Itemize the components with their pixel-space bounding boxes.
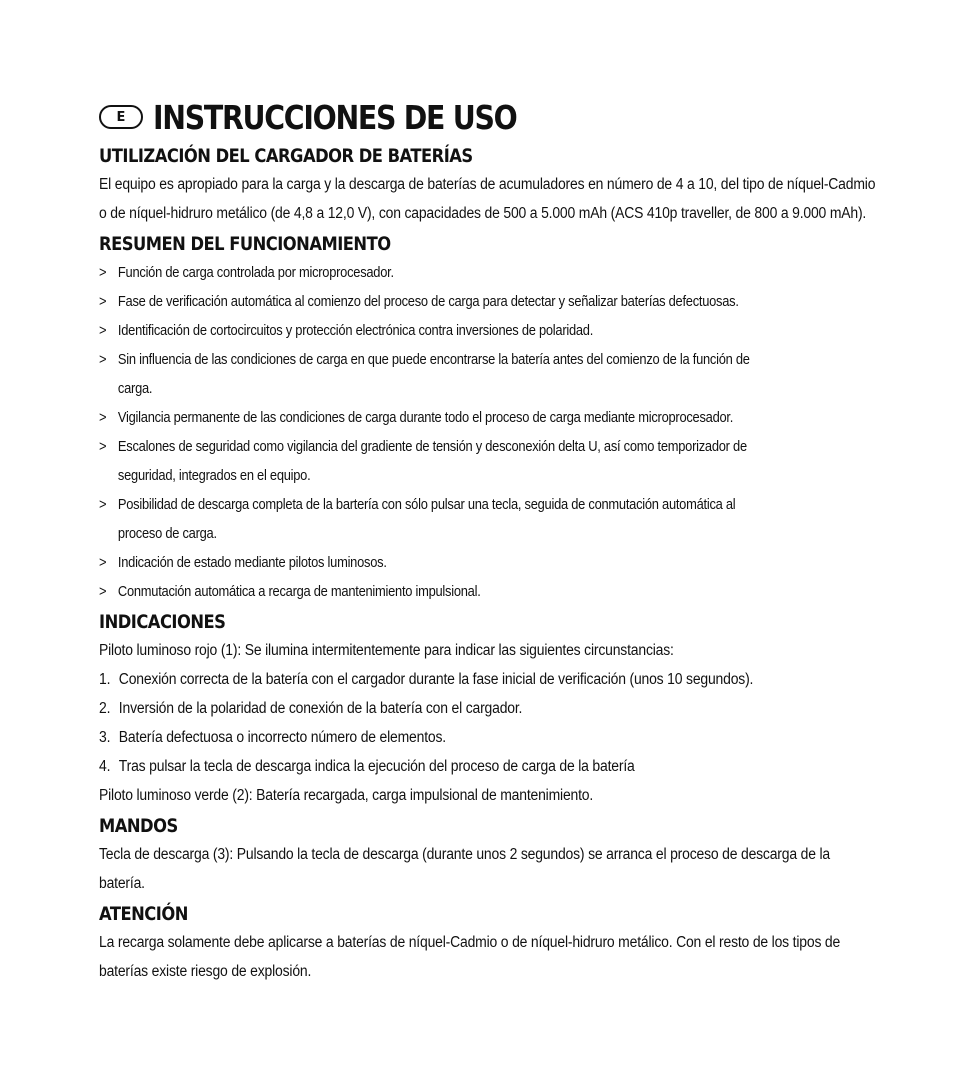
- section-indicaciones: [99, 608, 889, 810]
- list-item: [99, 316, 847, 345]
- numbered-item: [99, 694, 887, 723]
- numbered-item: [99, 723, 887, 752]
- bullet-marker: >: [99, 583, 107, 600]
- feature-list: [99, 258, 889, 606]
- item-number: 1.: [99, 671, 111, 688]
- title-row: [99, 96, 889, 138]
- list-item-text: Vigilancia permanente de las condiciones de carga durante todo el proceso de carga mediante microprocesador.: [117, 409, 734, 426]
- numbered-item: [99, 752, 887, 781]
- list-item-text: Indicación de estado mediante pilotos luminosos.: [117, 554, 387, 571]
- language-badge: E: [99, 105, 143, 129]
- section-heading: ATENCIÓN: [99, 903, 188, 925]
- bullet-marker: >: [99, 496, 107, 513]
- list-item-text: Escalones de seguridad como vigilancia del gradiente de tensión y desconexión delta U, así como temporizador de seguridad, integrados en el equipo.: [117, 438, 747, 484]
- item-text: Batería defectuosa o incorrecto número de elementos.: [118, 729, 446, 746]
- list-item-text: Conmutación automática a recarga de mantenimiento impulsional.: [117, 583, 481, 600]
- list-item: [99, 287, 847, 316]
- section-intro: Piloto luminoso rojo (1): Se ilumina intermitentemente para indicar las siguientes circunstancias:: [99, 642, 674, 659]
- list-item: [99, 345, 787, 403]
- section-resumen: [99, 230, 889, 606]
- section-text: La recarga solamente debe aplicarse a baterías de níquel-Cadmio o de níquel-hidruro metálico. Con el resto de los tipos de baterías existe riesgo de explosión.: [99, 934, 841, 980]
- list-item-text: Fase de verificación automática al comienzo del proceso de carga para detectar y señalizar baterías defectuosas.: [117, 293, 739, 310]
- item-text: Inversión de la polaridad de conexión de la batería con el cargador.: [118, 700, 523, 717]
- instructions-page: [99, 96, 889, 986]
- list-item-text: Sin influencia de las condiciones de carga en que puede encontrarse la batería antes del comienzo de la función de carga.: [117, 351, 750, 397]
- section-text: El equipo es apropiado para la carga y la descarga de baterías de acumuladores en número de 4 a 10, del tipo de níquel-Cadmio o de níquel-hidruro metálico (de 4,8 a 12,0 V), con capacidades de 500 a 5.000 mAh (ACS 410p traveller, de 800 a 9.000 mAh).: [99, 176, 876, 222]
- section-outro: Piloto luminoso verde (2): Batería recargada, carga impulsional de mantenimiento.: [99, 787, 594, 804]
- bullet-marker: >: [99, 554, 107, 571]
- numbered-item: [99, 665, 887, 694]
- section-utilizacion: [99, 142, 889, 228]
- section-heading: RESUMEN DEL FUNCIONAMIENTO: [99, 233, 391, 255]
- item-number: 3.: [99, 729, 111, 746]
- item-number: 4.: [99, 758, 111, 775]
- list-item-text: Posibilidad de descarga completa de la bartería con sólo pulsar una tecla, seguida de conmutación automática al proceso de carga.: [117, 496, 736, 542]
- list-item-text: Identificación de cortocircuitos y protección electrónica contra inversiones de polaridad.: [117, 322, 594, 339]
- bullet-marker: >: [99, 351, 107, 368]
- section-mandos: [99, 812, 889, 898]
- section-heading: INDICACIONES: [99, 611, 226, 633]
- list-item: [99, 577, 847, 606]
- bullet-marker: >: [99, 264, 107, 281]
- bullet-marker: >: [99, 438, 107, 455]
- bullet-marker: >: [99, 409, 107, 426]
- bullet-marker: >: [99, 293, 107, 310]
- list-item-text: Función de carga controlada por microprocesador.: [117, 264, 394, 281]
- section-heading: UTILIZACIÓN DEL CARGADOR DE BATERÍAS: [99, 145, 473, 167]
- list-item: [99, 490, 770, 548]
- page-title: INSTRUCCIONES DE USO: [153, 97, 517, 137]
- list-item: [99, 548, 847, 577]
- list-item: [99, 432, 761, 490]
- item-number: 2.: [99, 700, 111, 717]
- list-item: [99, 258, 847, 287]
- item-text: Conexión correcta de la batería con el cargador durante la fase inicial de verificación (unos 10 segundos).: [118, 671, 754, 688]
- section-atencion: [99, 900, 889, 986]
- section-heading: MANDOS: [99, 815, 178, 837]
- bullet-marker: >: [99, 322, 107, 339]
- list-item: [99, 403, 847, 432]
- section-text: Tecla de descarga (3): Pulsando la tecla de descarga (durante unos 2 segundos) se arranca el proceso de descarga de la batería.: [99, 846, 830, 892]
- item-text: Tras pulsar la tecla de descarga indica la ejecución del proceso de carga de la batería: [118, 758, 635, 775]
